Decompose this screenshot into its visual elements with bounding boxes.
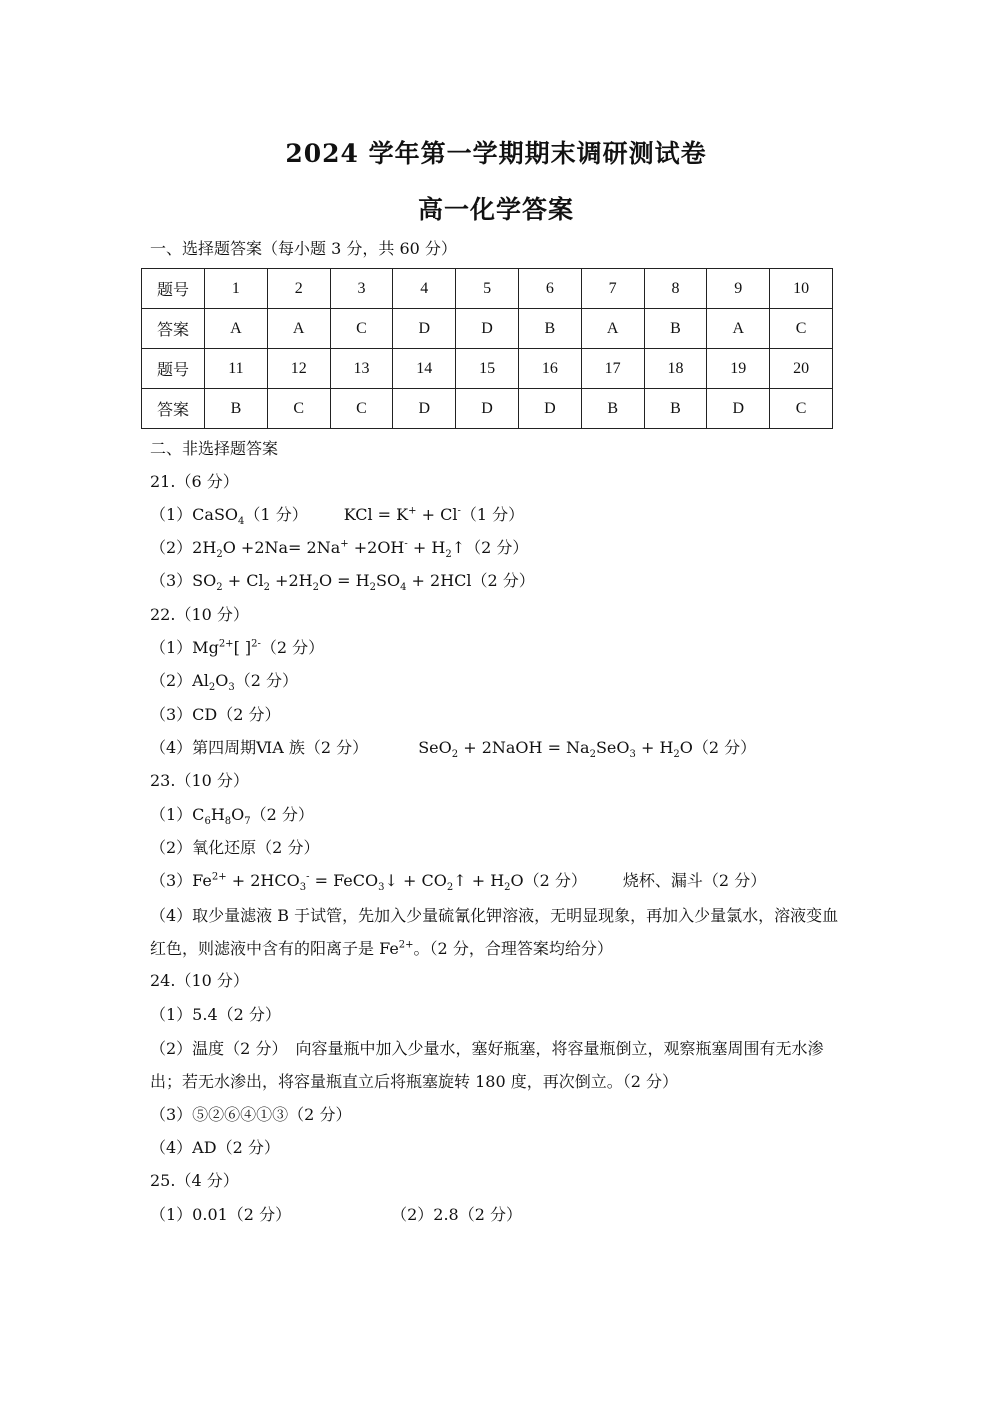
q23-heading: 23.（10 分） (150, 771, 249, 790)
table-cell: 15 (456, 349, 519, 389)
table-row (142, 349, 833, 389)
table-cell: 20 (770, 349, 833, 389)
table-row (142, 269, 833, 309)
q22-heading: 22.（10 分） (150, 605, 249, 624)
q25-answers: （1）0.01（2 分） （2）2.8（2 分） (150, 1205, 522, 1224)
q21-heading: 21.（6 分） (150, 472, 239, 491)
table-row (142, 389, 833, 429)
table-cell: 4 (393, 269, 456, 309)
q24-answer-4: （4）AD（2 分） (150, 1138, 280, 1157)
table-cell: 12 (267, 349, 330, 389)
table-cell: 6 (518, 269, 581, 309)
q23-answer-2: （2）氧化还原（2 分） (150, 838, 320, 857)
q23-answer-3: $(3)Fe^{2+} + 2HCO_3^-$ = FeCO$_3$↓ + $CO_2↑ + H_2O(2$ 分） 烧杯、漏斗（2 分） (150, 871, 767, 894)
q25-heading: 25.（4 分） (150, 1171, 239, 1190)
q22-answer-4: （4）第四周期ⅥA 族（2 分） SeO$_2$ + 2NaOH = $Na_2SeO_3 + H_2O(2$ 分） (150, 738, 757, 761)
table-cell: 19 (707, 349, 770, 389)
q22-answer-1: $(1)Mg^{2+}$[ ]$^{2-}$（2 分） (150, 638, 325, 657)
table-cell: C (330, 309, 393, 349)
q24-answer-1: （1）5.4（2 分） (150, 1005, 281, 1024)
table-cell: 11 (205, 349, 268, 389)
table-cell: D (456, 389, 519, 429)
table-cell: 2 (267, 269, 330, 309)
table-cell: 14 (393, 349, 456, 389)
table-cell: C (770, 389, 833, 429)
table-cell: 16 (518, 349, 581, 389)
table-cell: D (707, 389, 770, 429)
choice-answer-table (141, 268, 833, 429)
q24-answer-2: （2）温度（2 分） 向容量瓶中加入少量水，塞好瓶塞，将容量瓶倒立，观察瓶塞周围有无水渗出；若无水渗出，将容量瓶直立后将瓶塞旋转 180 度，再次倒立。（2 分） (150, 1039, 824, 1091)
q21-answer-2: $(2)2H_2O +2Na= 2Na^+ +2OH^-$ + $H_2↑(2$ 分） (150, 538, 529, 561)
table-cell: 17 (581, 349, 644, 389)
table-cell: A (267, 309, 330, 349)
q21-answer-3: $(3)SO_2 + Cl_2 +2H_2O = H_2SO_4 + 2HCl(2$ 分） (150, 571, 535, 594)
q21-answer-1: （1）CaSO$_4$（1 分） KCl = K+ + Cl-（1 分） (150, 505, 525, 528)
table-cell: 7 (581, 269, 644, 309)
table-cell: 13 (330, 349, 393, 389)
table-cell: D (456, 309, 519, 349)
table-cell: 10 (770, 269, 833, 309)
section-heading-nonchoice: 二、非选择题答案 (150, 439, 279, 458)
table-row-header: 题号 (142, 349, 205, 389)
table-cell: 8 (644, 269, 707, 309)
table-cell: B (518, 309, 581, 349)
q22-answer-2: $(2)Al_2O_3(2$ 分） (150, 671, 299, 694)
q22-answer-3: （3）CD（2 分） (150, 705, 281, 724)
q23-answer-4: （4）取少量滤液 B 于试管，先加入少量硫氰化钾溶液，无明显现象，再加入少量氯水，溶液变血红色，则滤液中含有的阳离子是 $Fe^{2+}$。（2 分，合理答案均给分） (150, 906, 839, 958)
table-cell: C (770, 309, 833, 349)
page-subtitle: 高一化学答案 (417, 195, 574, 224)
table-cell: 3 (330, 269, 393, 309)
table-cell: D (393, 309, 456, 349)
table-cell: C (330, 389, 393, 429)
q23-answer-1: $(1)C_6H_8O_7(2$ 分） (150, 805, 314, 828)
table-cell: 9 (707, 269, 770, 309)
q24-heading: 24.（10 分） (150, 971, 249, 990)
page-title: 2024 学年第一学期期末调研测试卷 (285, 139, 707, 168)
table-cell: D (518, 389, 581, 429)
table-cell: B (644, 389, 707, 429)
table-cell: C (267, 389, 330, 429)
table-cell: 1 (205, 269, 268, 309)
section-heading-choice: 一、选择题答案（每小题 3 分，共 60 分） (150, 239, 457, 258)
table-cell: B (205, 389, 268, 429)
table-cell: A (707, 309, 770, 349)
table-row-header: 答案 (142, 389, 205, 429)
q24-answer-3: （3）⑤②⑥④①③（2 分） (150, 1105, 352, 1124)
table-cell: 18 (644, 349, 707, 389)
table-row-header: 题号 (142, 269, 205, 309)
table-row-header: 答案 (142, 309, 205, 349)
table-cell: D (393, 389, 456, 429)
table-cell: B (581, 389, 644, 429)
table-row (142, 309, 833, 349)
table-cell: 5 (456, 269, 519, 309)
table-cell: A (205, 309, 268, 349)
table-cell: B (644, 309, 707, 349)
table-cell: A (581, 309, 644, 349)
